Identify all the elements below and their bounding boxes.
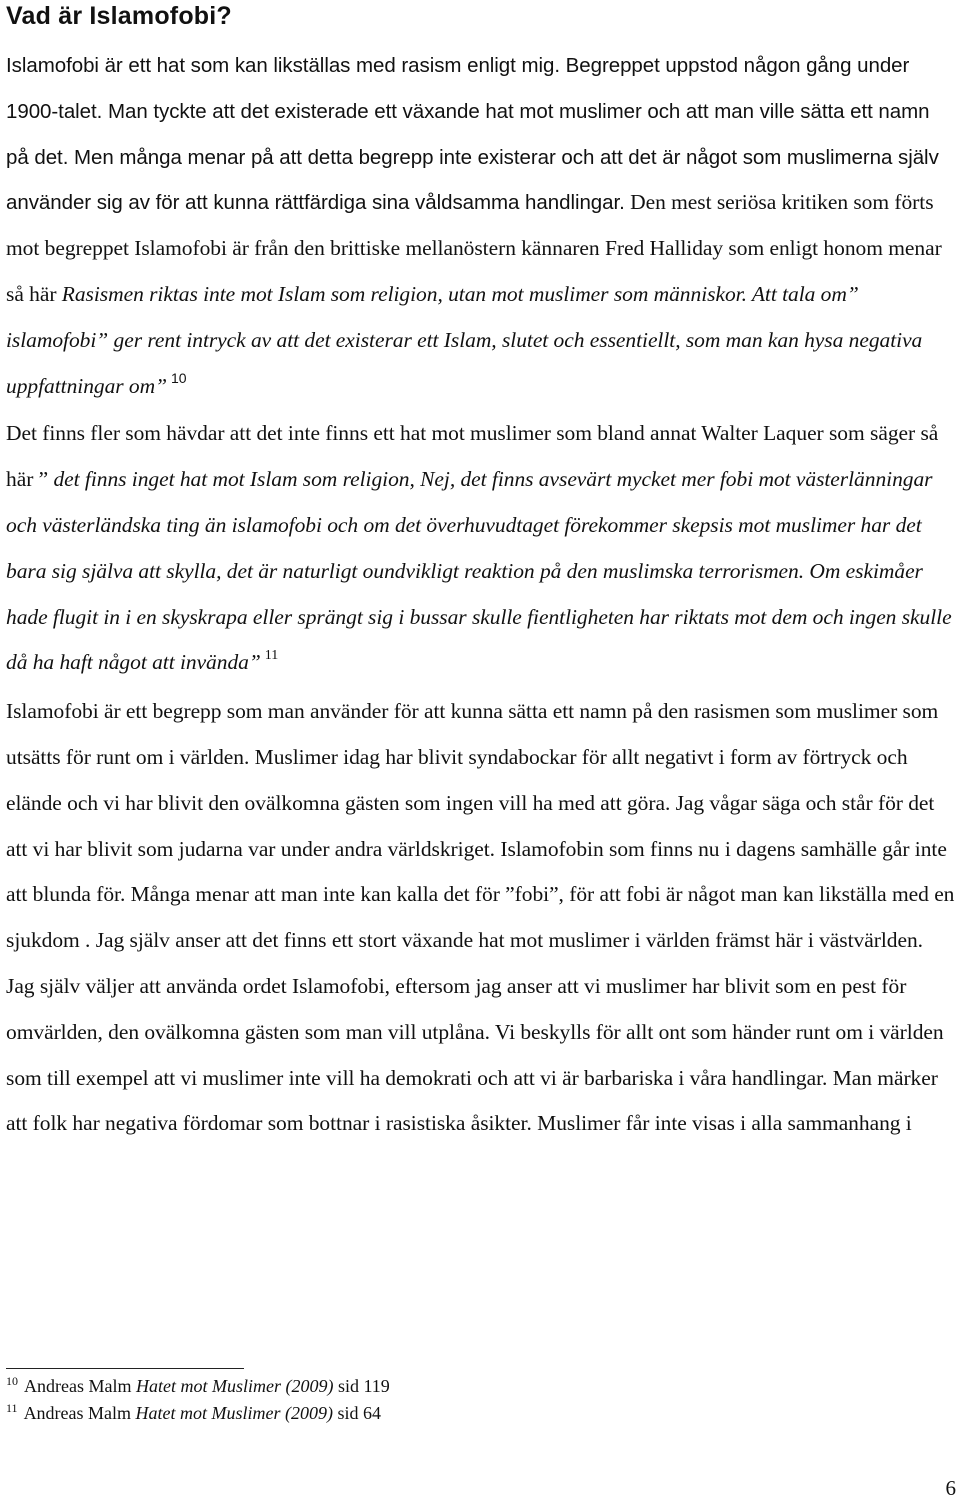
footnote-10 <box>6 1374 906 1401</box>
footnote-number: 10 <box>6 1374 18 1388</box>
footnote-work: Hatet mot Muslimer (2009) <box>135 1376 334 1396</box>
paragraph-2-text: Det finns fler som hävdar att det inte finns ett hat mot muslimer som bland annat Walter Laquer som säger så här ” <box>6 421 939 492</box>
footnotes <box>6 1374 906 1428</box>
paragraph-1-text: Islamofobi är ett hat som kan likställas med rasism enligt mig. Begreppet uppstod någon gång under 1900-talet. Man tyckte att det existerade ett växande hat mot muslimer och att man ville sätta ett namn på det. Men många menar på att detta begrepp inte existerar och att det är något som muslimerna själv använder sig av för att kunna rättfärdiga sina våldsamma handlingar. <box>6 54 939 215</box>
footnote-page: sid 64 <box>333 1403 382 1423</box>
paragraph-1-text-b: Den mest seriösa kritiken som förts mot begreppet Islamofobi är från den brittiske mellanöstern kännaren Fred Halliday som enligt honom menar så här <box>6 190 942 306</box>
page-number: 6 <box>945 1476 956 1500</box>
paragraph-3: Islamofobi är ett begrepp som man använder för att kunna sätta ett namn på den rasismen som muslimer som utsätts för runt om i världen. Muslimer idag har blivit syndabockar för allt negativt i form av förtryck och elände och vi har blivit den ovälkomna gästen som ingen vill ha med att göra. Jag vågar säga och står för det att vi har blivit som judarna var under andra världskriget. Islamofobin som finns nu i dagens samhälle går inte att blunda för. Många menar att man inte kan kalla det för ”fobi”, för att fobi är något man kan likställa med en sjukdom . Jag själv anser att det finns ett stort växande hat mot muslimer i världen främst här i västvärlden. <box>6 699 955 953</box>
footnote-ref-11[interactable]: 11 <box>264 648 279 664</box>
paragraph-1 <box>6 43 956 411</box>
footnote-author: Andreas Malm <box>24 1376 136 1396</box>
footnote-page: sid 119 <box>333 1376 390 1396</box>
halliday-quote: Rasismen riktas inte mot Islam som religion, utan mot muslimer som människor. Att tala om” islamofobi” ger rent intryck av att det existerar ett Islam, slutet och essentiellt, som man kan hysa negativa uppfattningar om” <box>6 281 923 398</box>
paragraph-2 <box>6 411 956 689</box>
footnote-ref-10[interactable]: 10 <box>171 369 187 386</box>
page-title: Vad är Islamofobi? <box>6 2 232 30</box>
laquer-quote: det finns inget hat mot Islam som religion, Nej, det finns avsevärt mycket mer fobi mot västerlänningar och västerländska ting än islamofobi och om det överhuvudtaget förekommer skepsis mot muslimer har det bara sig själva att skylla, det är naturligt oundvikligt reaktion på den muslimska terrorismen. Om eskimåer hade flugit in i en skyskrapa eller sprängt sig i bussar skulle fientligheten har riktats mot dem och ingen skulle då ha haft något att invända” <box>6 467 952 675</box>
footnote-number: 11 <box>6 1401 18 1415</box>
paragraph-4: Jag själv väljer att använda ordet Islamofobi, eftersom jag anser att vi muslimer har blivit som en pest för omvärlden, den ovälkomna gästen som man vill utplåna. Vi beskylls för allt ont som händer runt om i världen som till exempel att vi muslimer inte vill ha demokrati och att vi är barbariska i våra handlingar. Man märker att folk har negativa fördomar som bottnar i rasistiska åsikter. Muslimer får inte visas i alla sammanhang i <box>6 973 944 1136</box>
document-page <box>6 0 956 1147</box>
footnote-work: Hatet mot Muslimer (2009) <box>135 1403 334 1423</box>
footnote-divider <box>6 1368 244 1369</box>
footnote-author: Andreas Malm <box>23 1403 136 1423</box>
footnote-11 <box>6 1401 906 1428</box>
